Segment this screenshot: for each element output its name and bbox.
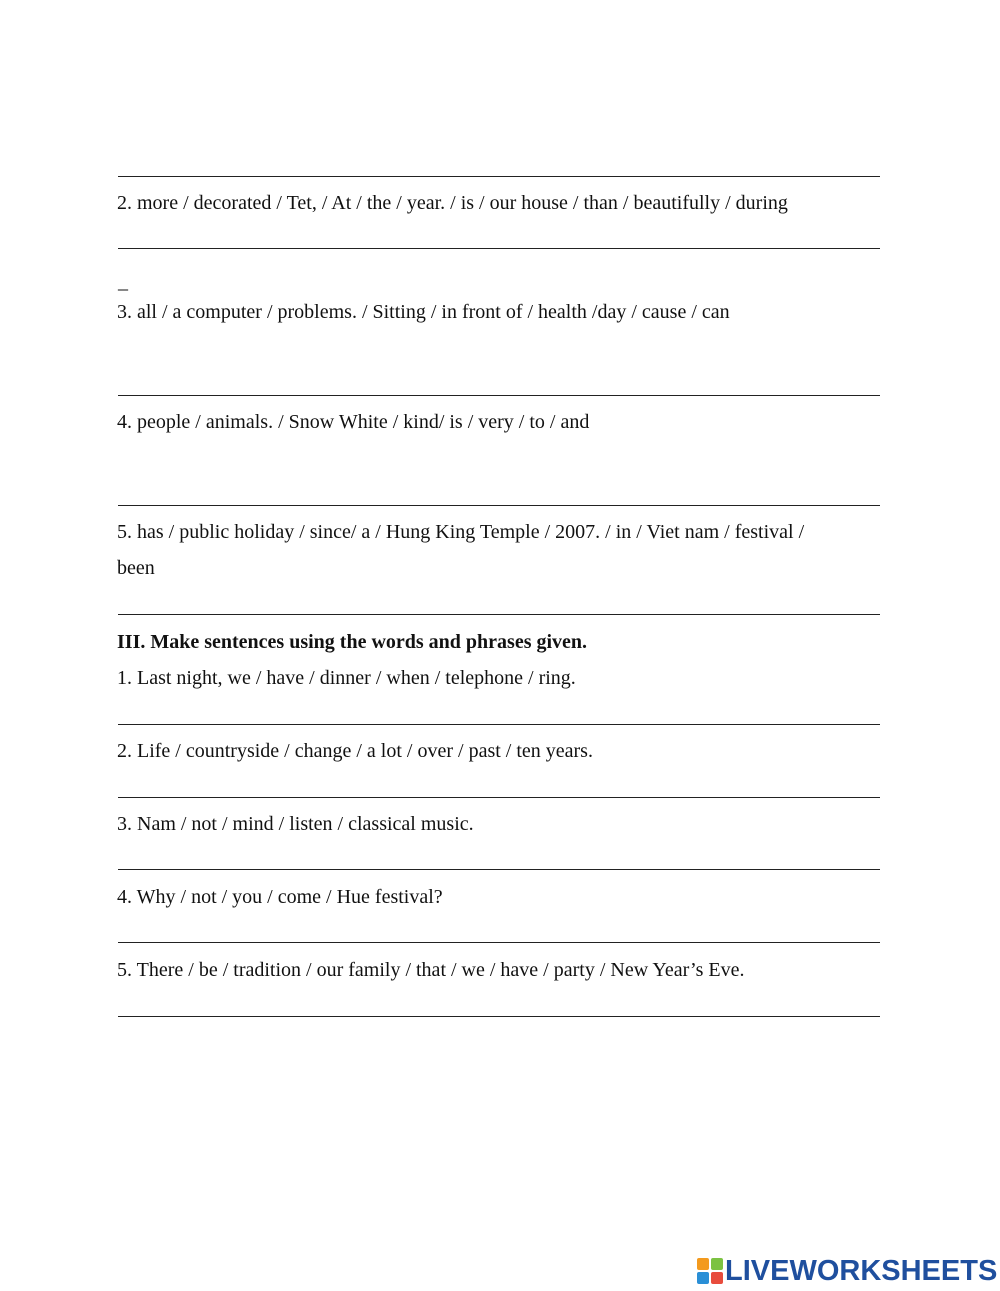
- stray-dash: _: [118, 271, 128, 293]
- answer-line[interactable]: [118, 942, 880, 943]
- question-4-text: 4. people / animals. / Snow White / kind/ is / very / to / and: [117, 411, 590, 433]
- exercise-item-2: 2. Life / countryside / change / a lot / over / past / ten years.: [117, 740, 593, 762]
- liveworksheets-logo: [697, 1252, 997, 1290]
- question-3-text: 3. all / a computer / problems. / Sitting / in front of / health /day / cause / can: [117, 301, 730, 323]
- answer-line[interactable]: [118, 1016, 880, 1017]
- question-2-text: 2. more / decorated / Tet, / At / the / year. / is / our house / than / beautifully / during: [117, 192, 788, 214]
- exercise-item-3: 3. Nam / not / mind / listen / classical music.: [117, 813, 474, 835]
- answer-line[interactable]: [118, 614, 880, 615]
- question-5-text-line1: 5. has / public holiday / since/ a / Hung King Temple / 2007. / in / Viet nam / festival /: [117, 521, 805, 543]
- answer-line[interactable]: [118, 797, 880, 798]
- liveworksheets-blocks-icon: [697, 1258, 723, 1284]
- exercise-item-4: 4. Why / not / you / come / Hue festival?: [117, 886, 443, 908]
- answer-line[interactable]: [118, 724, 880, 725]
- answer-line[interactable]: [118, 248, 880, 249]
- answer-line[interactable]: [118, 395, 880, 396]
- answer-line[interactable]: [118, 869, 880, 870]
- answer-line[interactable]: [118, 176, 880, 177]
- section-heading: III. Make sentences using the words and phrases given.: [117, 631, 588, 653]
- answer-line[interactable]: [118, 505, 880, 506]
- logo-wordmark: LIVEWORKSHEETS: [725, 1255, 998, 1287]
- exercise-item-5: 5. There / be / tradition / our family / that / we / have / party / New Year’s Eve.: [117, 959, 745, 981]
- question-5-text-line2: been: [117, 557, 155, 579]
- exercise-item-1: 1. Last night, we / have / dinner / when / telephone / ring.: [117, 667, 576, 689]
